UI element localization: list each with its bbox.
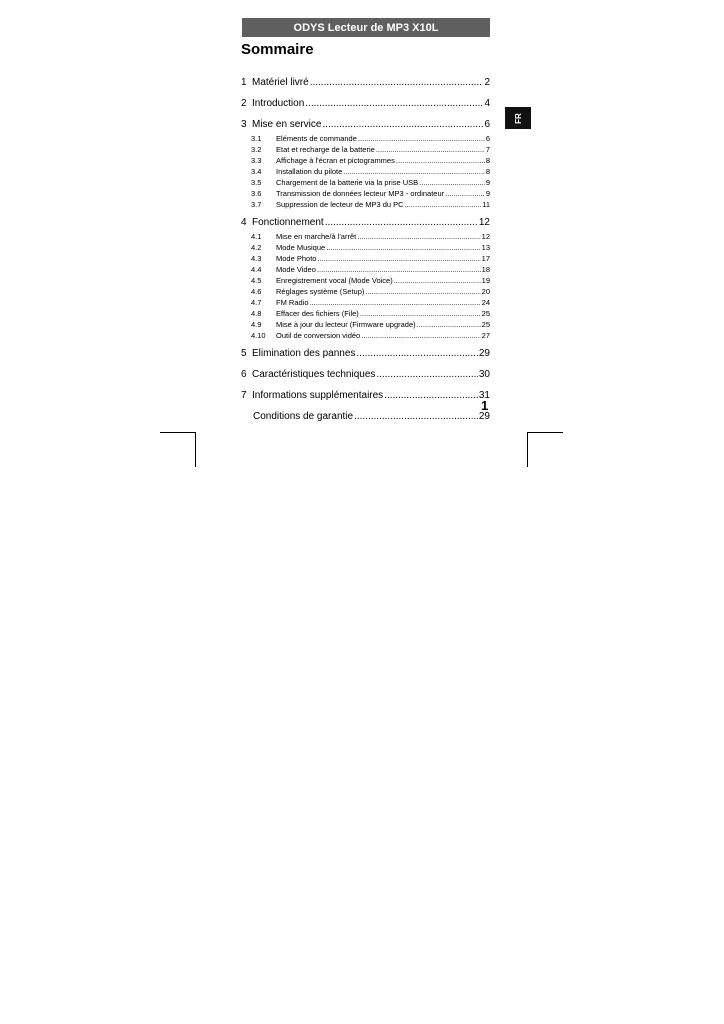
toc-entry-label: Mise en service: [252, 119, 322, 130]
toc-subentry-label: Réglages système (Setup): [276, 287, 365, 296]
toc-entry-label: Elimination des pannes: [252, 348, 356, 359]
toc-subentry: [241, 264, 490, 275]
toc-entry: [241, 215, 490, 231]
language-tab: [505, 107, 531, 129]
language-label: FR: [513, 112, 523, 124]
toc-subentry: [241, 166, 490, 177]
toc-subentry: [241, 133, 490, 144]
toc-subentry-label: Installation du pilote: [276, 167, 343, 176]
toc-dot-leader: [354, 409, 478, 425]
toc-entry-number: 3: [241, 119, 247, 130]
toc-subentry-page: 6: [485, 134, 490, 143]
toc-subentry: [241, 308, 490, 319]
toc-subentry-page: 12: [481, 232, 490, 241]
toc-dot-leader: [326, 242, 480, 253]
toc-subentry-number: 3.6: [251, 189, 262, 198]
crop-mark-right-vertical: [527, 432, 528, 467]
toc-dot-leader: [405, 199, 482, 210]
toc-subentry-label: Affichage à l'écran et pictogrammes: [276, 156, 395, 165]
toc-subentry-number: 4.9: [251, 320, 262, 329]
toc-subentry-label: Mode Musique: [276, 243, 326, 252]
toc-subentry-label: Transmission de données lecteur MP3 - ordinateur: [276, 189, 445, 198]
toc-subentry-page: 9: [485, 178, 490, 187]
toc-subentry-page: 17: [481, 254, 490, 263]
toc-dot-leader: [305, 96, 483, 112]
toc-subentry-number: 4.5: [251, 276, 262, 285]
toc-dot-leader: [445, 188, 485, 199]
toc-subentry-number: 4.7: [251, 298, 262, 307]
toc-subentry-number: 3.1: [251, 134, 262, 143]
toc-subentry: [241, 286, 490, 297]
toc-dot-leader: [357, 231, 480, 242]
toc-subentry-page: 7: [485, 145, 490, 154]
toc-subentry-number: 4.2: [251, 243, 262, 252]
toc-subentry-label: Eléments de commande: [276, 134, 357, 143]
toc-subentry-page: 8: [485, 167, 490, 176]
toc-subentry: [241, 144, 490, 155]
toc-dot-leader: [343, 166, 485, 177]
toc-entry-page: 2: [484, 77, 490, 88]
toc-subentry-page: 24: [481, 298, 490, 307]
toc-subentry-page: 13: [481, 243, 490, 252]
toc-subentry-number: 3.7: [251, 200, 262, 209]
table-of-contents: [241, 75, 490, 425]
toc-subentry-number: 4.1: [251, 232, 262, 241]
toc-dot-leader: [417, 319, 481, 330]
toc-subentry: [241, 253, 490, 264]
toc-entry-page: 29: [478, 411, 490, 422]
toc-subentry-number: 3.4: [251, 167, 262, 176]
toc-entry-page: 6: [484, 119, 490, 130]
toc-subentry-number: 4.8: [251, 309, 262, 318]
toc-dot-leader: [376, 144, 485, 155]
toc-dot-leader: [419, 177, 485, 188]
toc-dot-leader: [396, 155, 485, 166]
toc-subentry: [241, 188, 490, 199]
crop-mark-left-vertical: [195, 432, 196, 467]
toc-subentry-page: 19: [481, 276, 490, 285]
toc-entry-label: Informations supplémentaires: [252, 390, 384, 401]
toc-entry: [241, 409, 490, 425]
toc-subentry-label: Mise à jour du lecteur (Firmware upgrade): [276, 320, 416, 329]
toc-entry-number: 4: [241, 217, 247, 228]
toc-subentry-page: 25: [481, 309, 490, 318]
toc-subentry-number: 4.6: [251, 287, 262, 296]
toc-subentry-label: FM Radio: [276, 298, 309, 307]
toc-entry: [241, 388, 490, 404]
toc-subentry: [241, 177, 490, 188]
toc-dot-leader: [360, 308, 481, 319]
toc-subentry-number: 3.3: [251, 156, 262, 165]
toc-dot-leader: [358, 133, 485, 144]
toc-subentry-label: Effacer des fichiers (File): [276, 309, 359, 318]
page-title: Sommaire: [241, 41, 314, 58]
toc-entry: [241, 346, 490, 362]
toc-subentry-label: Mode Photo: [276, 254, 317, 263]
toc-dot-leader: [310, 75, 484, 91]
toc-dot-leader: [365, 286, 480, 297]
toc-entry: [241, 96, 490, 112]
toc-dot-leader: [310, 297, 481, 308]
toc-subentry-page: 8: [485, 156, 490, 165]
toc-entry-number: 1: [241, 77, 247, 88]
toc-subentry-number: 4.3: [251, 254, 262, 263]
toc-entry-label: Fonctionnement: [252, 217, 324, 228]
toc-subentry-number: 4.4: [251, 265, 262, 274]
toc-subentry-label: Mode Video: [276, 265, 316, 274]
toc-entry: [241, 75, 490, 91]
toc-entry-label: Introduction: [252, 98, 305, 109]
toc-entry-number: 2: [241, 98, 247, 109]
toc-dot-leader: [317, 253, 480, 264]
toc-subentry-label: Suppression de lecteur de MP3 du PC: [276, 200, 404, 209]
toc-dot-leader: [356, 346, 477, 362]
toc-subentry-label: Mise en marche/à l'arrêt: [276, 232, 357, 241]
toc-subentry: [241, 199, 490, 210]
toc-subentry: [241, 155, 490, 166]
toc-subentry: [241, 275, 490, 286]
toc-entry-number: 5: [241, 348, 247, 359]
toc-subentry: [241, 242, 490, 253]
toc-subentry-page: 11: [482, 200, 490, 209]
toc-dot-leader: [376, 367, 477, 383]
toc-subentry-label: Enregistrement vocal (Mode Voice): [276, 276, 393, 285]
toc-dot-leader: [325, 215, 478, 231]
toc-entry-label: Conditions de garantie: [253, 411, 354, 422]
toc-subentry-label: Etat et recharge de la batterie: [276, 145, 375, 154]
toc-dot-leader: [317, 264, 481, 275]
toc-subentry-page: 27: [481, 331, 490, 340]
toc-dot-leader: [384, 388, 478, 404]
toc-entry-page: 30: [478, 369, 490, 380]
toc-subentry-page: 18: [481, 265, 490, 274]
toc-subentry-number: 4.10: [251, 331, 266, 340]
toc-dot-leader: [361, 330, 480, 341]
crop-mark-left-horizontal: [160, 432, 196, 433]
toc-entry: [241, 117, 490, 133]
toc-subentry-page: 25: [481, 320, 490, 329]
toc-subentry-label: Chargement de la batterie via la prise USB: [276, 178, 419, 187]
toc-dot-leader: [322, 117, 483, 133]
toc-subentry: [241, 231, 490, 242]
toc-entry-page: 4: [484, 98, 490, 109]
toc-dot-leader: [394, 275, 481, 286]
toc-subentry-page: 20: [481, 287, 490, 296]
toc-subentry-number: 3.5: [251, 178, 262, 187]
toc-subentry: [241, 297, 490, 308]
toc-entry-page: 29: [478, 348, 490, 359]
toc-entry-page: 12: [478, 217, 490, 228]
document-header: [242, 18, 490, 37]
toc-entry-page: 31: [478, 390, 490, 401]
toc-subentry: [241, 319, 490, 330]
toc-subentry-label: Outil de conversion vidéo: [276, 331, 361, 340]
toc-entry-label: Caractéristiques techniques: [252, 369, 376, 380]
toc-subentry-page: 9: [485, 189, 490, 198]
toc-entry-label: Matériel livré: [252, 77, 309, 88]
header-title: ODYS Lecteur de MP3 X10L: [293, 21, 439, 34]
toc-subentry-number: 3.2: [251, 145, 262, 154]
page-number: 1: [481, 398, 489, 413]
toc-entry: [241, 367, 490, 383]
crop-mark-right-horizontal: [527, 432, 563, 433]
toc-entry-number: 7: [241, 390, 247, 401]
toc-entry-number: 6: [241, 369, 247, 380]
toc-subentry: [241, 330, 490, 341]
